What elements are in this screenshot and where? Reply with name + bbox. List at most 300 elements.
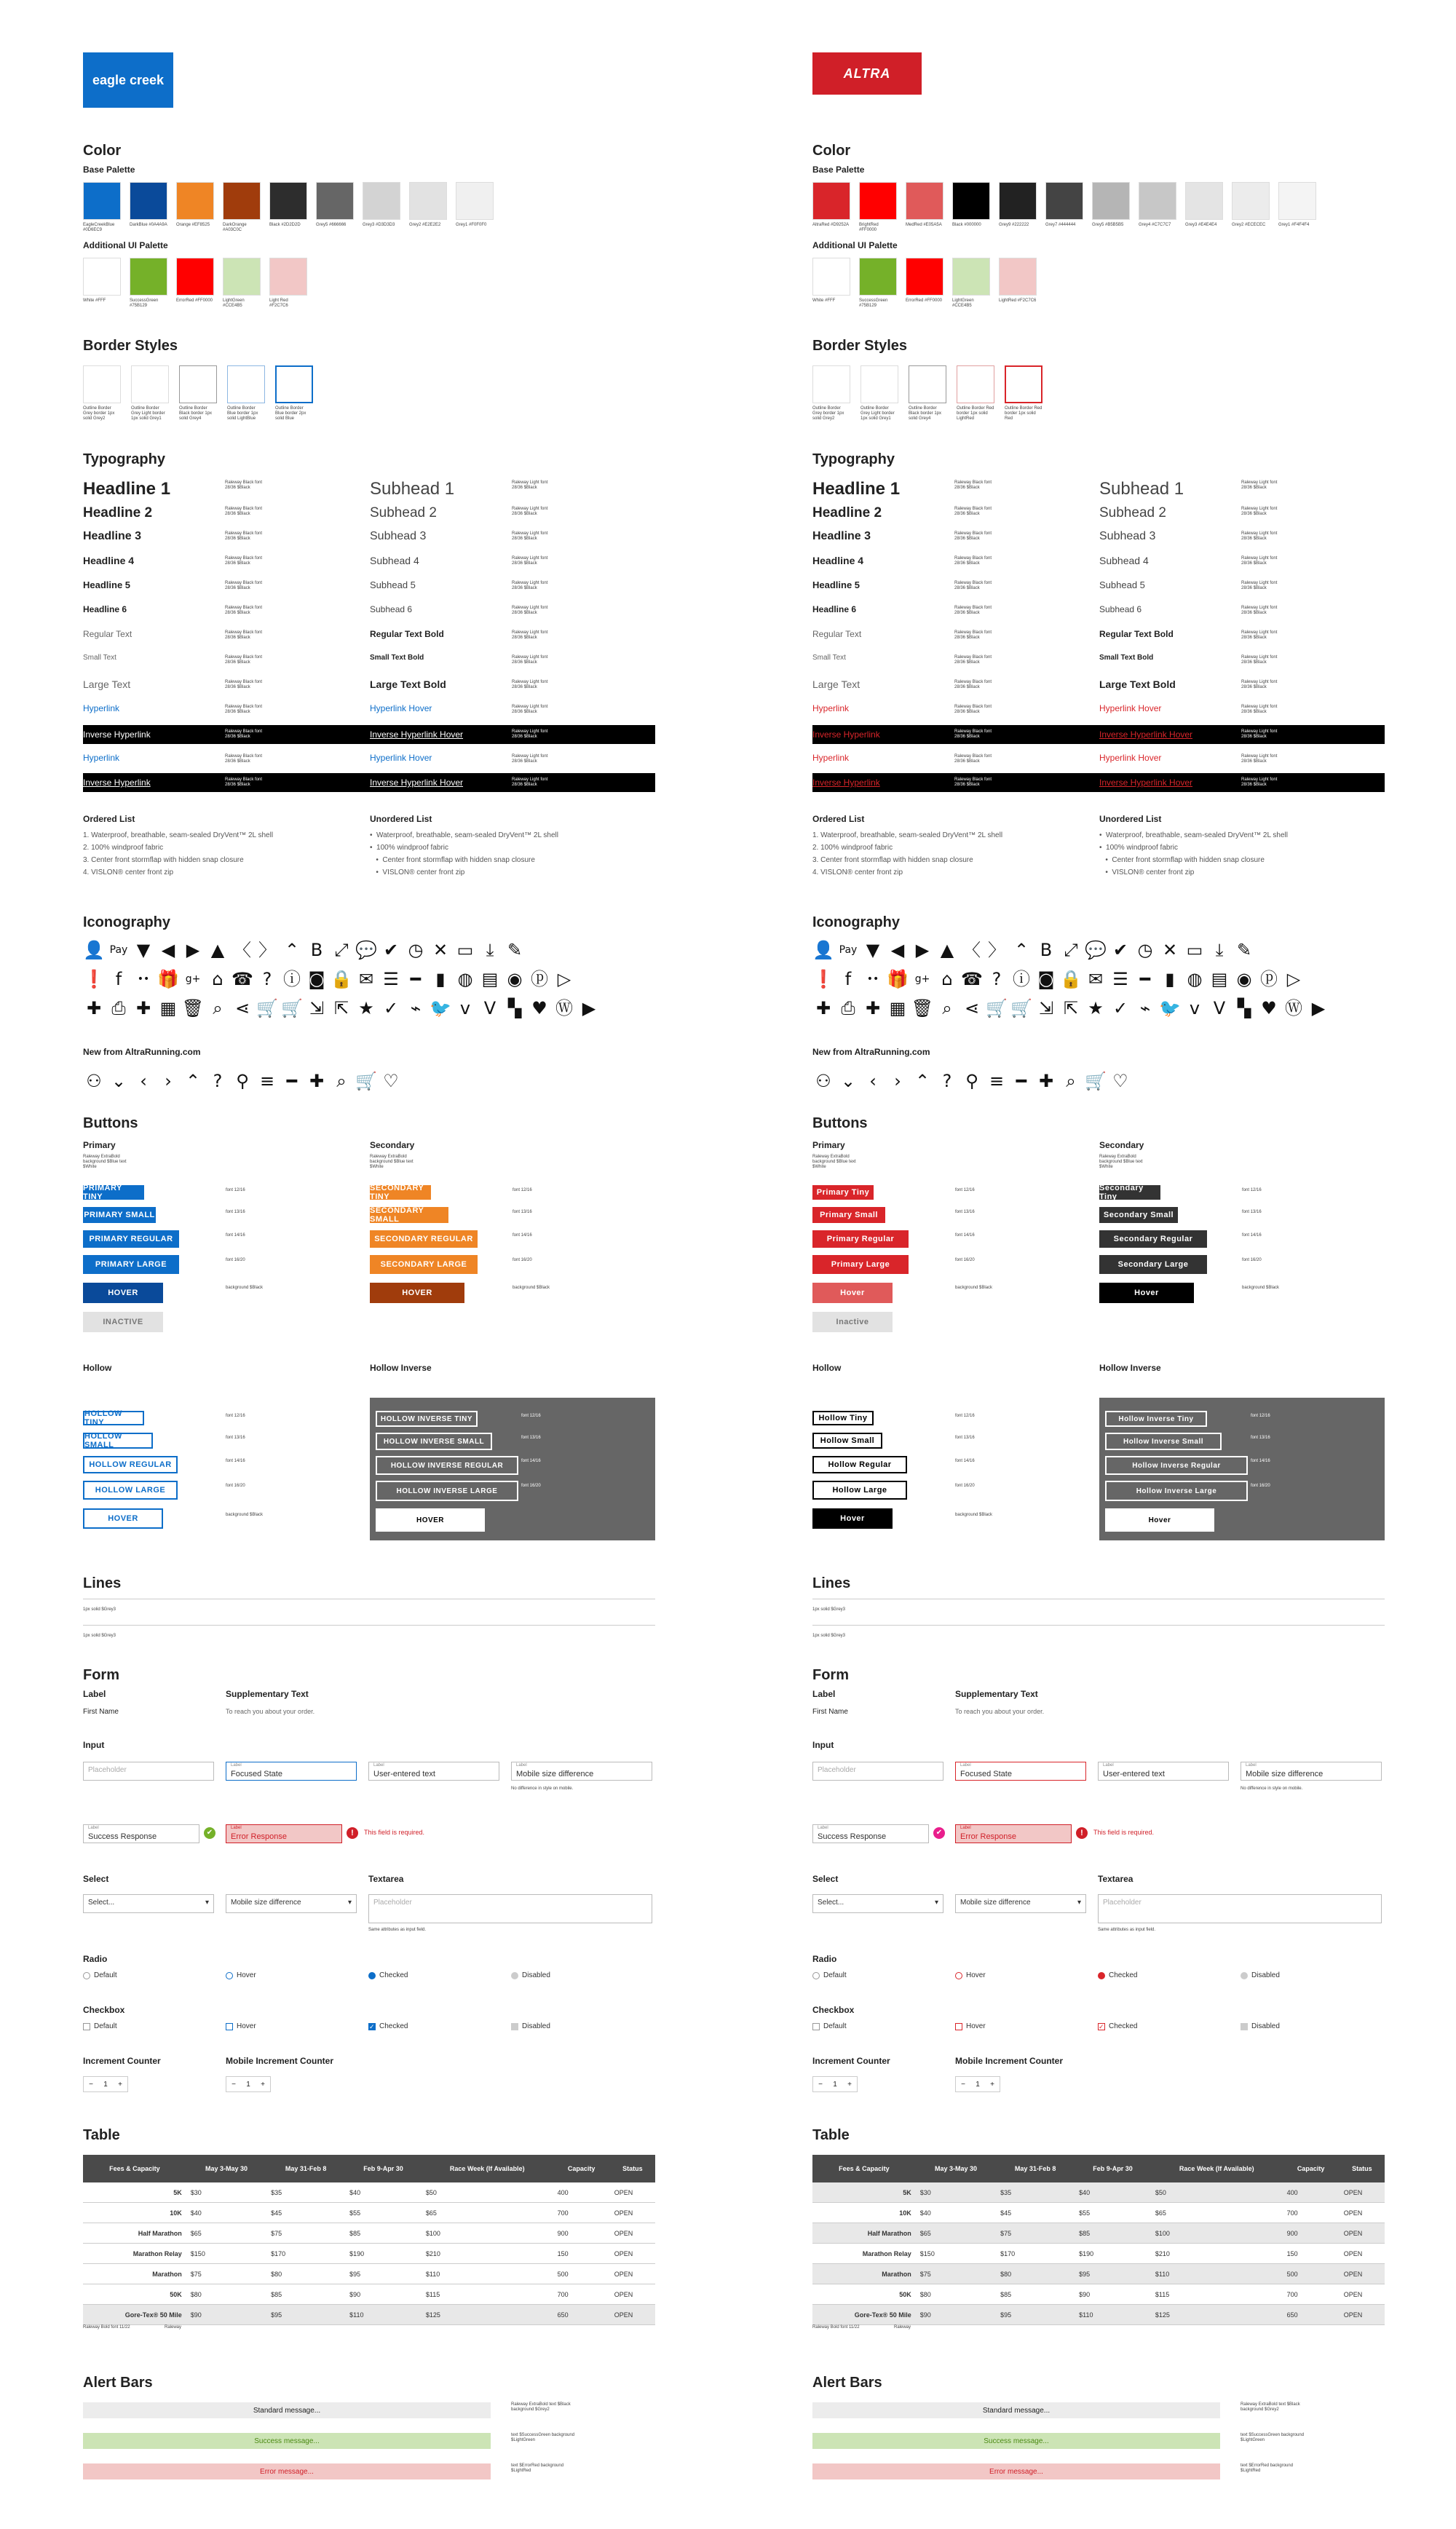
type-sample-right: Small Text Bold [1099,654,1154,662]
type-sample-right: Subhead 3 [1099,530,1156,542]
border-box [131,365,169,403]
pinterest-icon: ⓟ [1260,969,1278,989]
ui-palette [812,258,1316,309]
type-spec-right: Raleway Light font 28/36 $Black [512,729,548,739]
color-swatch [269,258,307,309]
unordered-list [370,814,654,881]
primary-button[interactable]: PRIMARY REGULAR [83,1230,179,1248]
mobile-quantity-stepper[interactable] [226,2076,271,2092]
secondary-button[interactable]: Secondary Small [1099,1207,1178,1223]
table-header: May 31-Feb 8 [266,2155,345,2182]
alert-spec: text $ErrorRed background $LightRed [1241,2463,1294,2473]
color-swatch [1185,182,1223,233]
swatch-label: Grey7 #444444 [1045,223,1076,227]
swatch-chip [1185,182,1223,220]
type-row [812,530,1453,552]
hollow-inverse-button[interactable]: Hover [1105,1508,1214,1532]
border-label: Outline Border Grey Light border 1px solid Grey1 [131,406,165,421]
hollow-button[interactable]: Hollow Small [812,1433,882,1449]
chevron-right-icon: › [165,1071,172,1091]
checkbox-option[interactable] [226,2022,256,2030]
lock-icon: 🔒 [331,969,352,989]
secondary-button[interactable]: HOVER [370,1283,464,1303]
cart-icon: 🛒 [256,998,278,1018]
radio-option[interactable] [511,1971,550,1979]
list-item: 1. Waterproof, breathable, seam-sealed DryVent™ 2L shell [812,831,1003,839]
radio-option[interactable] [955,1971,986,1979]
table-cell: 700 [1283,2284,1340,2305]
decrement-button[interactable]: − [89,2080,93,2089]
type-spec-left: Raleway Black font 28/36 $Black [954,705,992,714]
type-sample-left: Headline 5 [83,579,131,590]
mobile-select[interactable] [955,1894,1086,1913]
share-icon: ⋖ [964,998,980,1018]
caret-right-icon: ▶ [915,940,930,960]
chat-icon: 💬 [355,940,377,960]
swatch-label: White #FFF [83,298,106,303]
placeholder-input[interactable] [83,1762,214,1781]
hollow-inverse-button[interactable]: Hollow Inverse Regular [1105,1456,1248,1475]
chat-icon: 💬 [1085,940,1107,960]
type-sample-left: Headline 6 [83,604,127,614]
section-title-form: Form [83,1667,119,1683]
table-row [83,2182,655,2203]
color-swatch [812,258,850,309]
hollow-inverse-button[interactable]: HOVER [376,1508,485,1532]
input-note: No difference in style on mobile. [1241,1786,1303,1791]
type-spec-left: Raleway Black font 28/36 $Black [954,655,992,665]
swatch-label: MedRed #E05A5A [906,223,942,227]
table-header-row [812,2155,1385,2182]
mobile-select[interactable] [226,1894,357,1913]
border-label: Outline Border Grey Light border 1px solid Grey1 [860,406,895,421]
success-input[interactable] [812,1824,929,1843]
type-sample-right: Inverse Hyperlink Hover [1099,729,1193,740]
type-row [812,505,1453,527]
hollow-button[interactable]: Hollow Tiny [812,1411,874,1425]
secondary-buttons [370,1140,654,1297]
checkbox-option[interactable] [368,2022,408,2030]
hollow-button[interactable]: Hollow Regular [812,1456,907,1473]
list-item: 3. Center front stormflap with hidden snap closure [83,856,244,864]
vimeo-icon: v [459,998,471,1018]
type-sample-left: Headline 1 [83,479,171,499]
color-swatch [952,258,990,309]
table-cell: Marathon [812,2264,916,2284]
help-outline-icon: ? [213,1071,223,1091]
table-cell: Gore-Tex® 50 Mile [812,2305,916,2325]
hollow-inverse-button[interactable]: HOLLOW INVERSE LARGE [376,1481,518,1501]
checkbox-option[interactable] [1098,2022,1137,2030]
radio-option[interactable] [83,1971,117,1979]
wordpress-icon: Ⓦ [555,998,573,1018]
button-note: font 14/16 [955,1233,975,1238]
flickr-icon: •• [866,973,879,985]
chevron-up-icon: ⌃ [1013,940,1029,960]
primary-button[interactable]: Primary Regular [812,1230,909,1248]
icon-row [812,997,1453,1019]
mobile-quantity-stepper[interactable] [955,2076,1000,2092]
youtube-icon: ▶ [582,998,596,1018]
primary-button[interactable]: PRIMARY TINY [83,1185,144,1200]
type-sample-right: Subhead 2 [1099,505,1166,521]
swatch-chip [999,258,1037,296]
decrement-button[interactable]: − [232,2080,236,2089]
swatch-chip [83,258,121,296]
checkbox-option[interactable] [812,2022,847,2030]
button-spec: Raleway ExtraBold background $Blue text $White [812,1155,856,1169]
button-spec: Raleway ExtraBold background $Blue text $White [1099,1155,1143,1169]
color-swatch [999,182,1037,233]
checkbox-option[interactable] [955,2022,986,2030]
table-header: May 31-Feb 8 [996,2155,1075,2182]
caret-left-icon: ◀ [161,940,175,960]
secondary-buttons [1099,1140,1383,1297]
color-swatch [130,258,167,309]
hollow-inverse-button[interactable]: HOLLOW INVERSE TINY [376,1411,478,1427]
secondary-button[interactable]: SECONDARY TINY [370,1185,431,1200]
type-spec-left: Raleway Black font 28/36 $Black [954,729,992,739]
swatch-label: Black #2D2D2D [269,223,301,227]
secondary-button[interactable]: Secondary Large [1099,1255,1207,1274]
table-header: Feb 9-Apr 30 [345,2155,422,2182]
alert-bar: Standard message... [83,2402,491,2418]
table-cell: $210 [1151,2244,1283,2264]
table-cell: $95 [345,2264,422,2284]
secondary-button[interactable]: SECONDARY SMALL [370,1207,448,1223]
placeholder-input[interactable] [812,1762,943,1781]
icon-row [83,968,724,990]
hollow-button[interactable]: HOVER [83,1508,163,1529]
swatch-label: Grey4 #C7C7C7 [1139,223,1171,227]
chevron-left-icon: ‹ [869,1071,877,1091]
button-note: font 12/16 [1251,1414,1270,1418]
type-sample-right: Subhead 5 [370,579,416,590]
hollow-inverse-button[interactable]: Hollow Inverse Small [1105,1433,1222,1450]
type-sample-right: Subhead 4 [370,555,419,566]
secondary-button[interactable]: SECONDARY LARGE [370,1255,478,1274]
color-swatch [1278,182,1316,233]
type-spec-right: Raleway Light font 28/36 $Black [512,531,548,541]
type-spec-right: Raleway Light font 28/36 $Black [512,705,548,714]
type-spec-left: Raleway Black font 28/36 $Black [954,777,992,787]
type-spec-left: Raleway Black font 28/36 $Black [954,630,992,640]
blogger-icon: B [1040,940,1053,960]
type-row [812,654,1453,676]
type-sample-left: Headline 6 [812,604,857,614]
primary-button[interactable]: Primary Large [812,1255,909,1274]
chevron-down-icon: ⌄ [111,1071,127,1091]
instagram-icon: ◙ [308,969,325,989]
radio-dot [1098,1972,1105,1979]
ordered-list-title: Ordered List [812,814,865,824]
mobile-input[interactable] [1241,1762,1382,1781]
type-row [83,479,724,501]
hollow-button[interactable]: HOLLOW SMALL [83,1433,153,1449]
border-styles [83,365,313,422]
type-spec-right: Raleway Light font 28/36 $Black [512,655,548,665]
select-dropdown[interactable] [812,1894,943,1913]
primary-buttons [83,1140,367,1326]
button-note: font 14/16 [1251,1459,1270,1463]
swatch-label: Orange #EF8525 [176,223,210,227]
color-swatch [83,258,121,309]
hollow-button[interactable]: HOLLOW REGULAR [83,1456,178,1473]
quantity-stepper[interactable] [812,2076,858,2092]
hollow-inverse-title: Hollow Inverse [1099,1363,1161,1373]
line-spec: 1px solid $Grey3 [812,1634,846,1638]
hanger-icon: ⌂ [941,969,953,989]
trash-icon: 🗑 [911,998,934,1018]
table-header: Fees & Capacity [812,2155,916,2182]
primary-button[interactable]: Primary Small [812,1207,885,1223]
focused-input[interactable] [955,1762,1086,1781]
table-cell: $45 [996,2203,1075,2223]
primary-button[interactable]: Inactive [812,1312,893,1332]
swatch-chip [859,182,897,220]
radio-label: Disabled [522,1971,550,1979]
type-spec-right: Raleway Light font 28/36 $Black [1241,581,1278,590]
checkbox-option[interactable] [83,2022,117,2030]
flickr-icon: •• [137,973,150,985]
hollow-button[interactable]: HOLLOW LARGE [83,1481,178,1500]
table-cell: $100 [422,2223,553,2244]
focused-input[interactable] [226,1762,357,1781]
secondary-button[interactable]: Hover [1099,1283,1194,1303]
ui-palette-title: Additional UI Palette [83,240,168,250]
star-icon: ★ [358,998,374,1018]
border-sample [957,365,994,422]
first-name-label: First Name [812,1708,848,1716]
first-name-label: First Name [83,1708,119,1716]
table-header: Fees & Capacity [83,2155,186,2182]
type-sample-right: Subhead 6 [370,604,413,614]
caret-right-icon: ▶ [186,940,200,960]
list-item: • Center front stormflap with hidden snap closure [1099,856,1265,864]
secondary-button[interactable]: Secondary Tiny [1099,1185,1160,1200]
border-label: Outline Border Grey border 1px solid Grey2 [812,406,844,421]
error-input[interactable] [226,1824,342,1843]
type-spec-right: Raleway Light font 28/36 $Black [1241,556,1278,566]
twitter-icon: 🐦 [1159,998,1181,1018]
table-header-row [83,2155,655,2182]
hollow-inverse-button[interactable]: Hollow Inverse Tiny [1105,1411,1207,1427]
table-cell: 700 [1283,2203,1340,2223]
table-cell: $35 [266,2182,345,2203]
type-spec-left: Raleway Black font 28/36 $Black [225,754,263,764]
increment-button[interactable]: + [847,2080,852,2089]
color-swatch [1232,182,1270,233]
swatch-label: White #FFF [812,298,836,303]
table-cell: $35 [996,2182,1075,2203]
table-cell: OPEN [610,2223,655,2244]
swatch-chip [952,258,990,296]
pencil-icon: ✎ [1236,940,1252,960]
type-sample-left: Inverse Hyperlink [812,777,880,788]
type-sample-right: Subhead 4 [1099,555,1149,566]
chevron-up-icon: ⌃ [284,940,300,960]
hollow-button[interactable]: Hover [812,1508,893,1529]
input-label: Label [818,1826,828,1830]
alert-spec: text $SuccessGreen background $LightGreen [1241,2433,1305,2442]
hollow-inverse-button[interactable]: HOLLOW INVERSE SMALL [376,1433,492,1450]
button-note: background $Black [226,1513,264,1517]
type-spec-right: Raleway Light font 28/36 $Black [1241,655,1278,665]
mobile-input[interactable] [511,1762,652,1781]
radio-option[interactable] [812,1971,847,1979]
checkbox-option[interactable] [1241,2022,1280,2030]
input-label: Label [1246,1763,1257,1768]
type-sample-left: Large Text [812,678,860,690]
altra-style-guide [812,0,1453,2476]
section-title-iconography: Iconography [83,914,171,930]
primary-button[interactable]: HOVER [83,1283,163,1303]
ordered-list [83,814,367,881]
section-title-color: Color [812,143,851,159]
radio-label: Default [823,1971,847,1979]
apple-pay-icon: Pay [839,944,858,956]
user-input[interactable] [368,1762,499,1781]
table-cell: $65 [916,2223,996,2244]
table-cell: $65 [422,2203,553,2223]
success-input[interactable] [83,1824,199,1843]
type-row [83,505,724,527]
radio-option[interactable] [226,1971,256,1979]
type-spec-left: Raleway Black font 28/36 $Black [954,507,992,516]
table-cell: $110 [345,2305,422,2325]
error-message: This field is required. [364,1829,425,1836]
textarea[interactable] [1098,1894,1382,1923]
close-icon: ✕ [1162,940,1178,960]
primary-button[interactable]: INACTIVE [83,1312,163,1332]
table-cell: $100 [1151,2223,1283,2244]
type-sample-left: Hyperlink [83,753,120,763]
increment-button[interactable]: + [261,2080,265,2089]
cart-add-icon: 🛒 [281,998,303,1018]
tick-icon: ✓ [1112,998,1128,1018]
expand-icon: ⤢ [334,940,349,960]
hollow-inverse-button[interactable]: Hollow Inverse Large [1105,1481,1248,1501]
unordered-list-title: Unordered List [370,814,432,824]
search-icon: ⌕ [942,998,952,1018]
radio-option[interactable] [1241,1971,1280,1979]
quantity-stepper[interactable] [83,2076,128,2092]
google-plus-icon: g+ [914,973,930,985]
search-icon: ⌕ [213,998,223,1018]
primary-button[interactable]: PRIMARY SMALL [83,1207,156,1223]
table-note: Raleway Bold font 11/22 [83,2325,130,2330]
table-cell: OPEN [610,2244,655,2264]
type-spec-right: Raleway Light font 28/36 $Black [1241,480,1278,490]
type-sample-right: Subhead 2 [370,505,437,521]
input-value: Mobile size difference [516,1770,594,1778]
radio-label: Hover [966,1971,986,1979]
primary-button[interactable]: PRIMARY LARGE [83,1255,179,1274]
border-label: Outline Border Red border 1px solid LightRed [957,406,994,421]
table-cell: $80 [916,2284,996,2305]
vimeo-icon: v [1189,998,1200,1018]
error-input[interactable] [955,1824,1072,1843]
list-item: 2. 100% windproof fabric [83,844,164,852]
select-dropdown[interactable] [83,1894,214,1913]
info-icon: ⓘ [283,969,301,989]
border-sample [83,365,121,422]
swatch-chip [1139,182,1176,220]
color-swatch [176,258,214,309]
table-cell: Half Marathon [812,2223,916,2244]
button-note: font 13/16 [226,1436,245,1440]
border-box [812,365,850,403]
checkbox-option[interactable] [511,2022,550,2030]
swatch-chip [316,182,354,220]
table-cell: $40 [345,2182,422,2203]
primary-button[interactable]: Hover [812,1283,893,1303]
supp-text: To reach you about your order. [955,1708,1045,1715]
type-row [83,678,724,700]
hollow-button[interactable]: Hollow Large [812,1481,907,1500]
input-label: Label [373,1763,384,1768]
swatch-chip [130,258,167,296]
table-cell: $75 [186,2264,266,2284]
table-row [812,2264,1385,2284]
increment-button[interactable]: + [118,2080,122,2089]
type-row [812,776,1453,798]
swatch-chip [223,182,261,220]
swatch-label: Grey2 #E2E2E2 [409,223,441,227]
textarea-note: Same attributes as input field. [368,1928,427,1932]
increment-title: Increment Counter [83,2056,161,2066]
hollow-inverse-button[interactable]: HOLLOW INVERSE REGULAR [376,1456,518,1475]
type-spec-left: Raleway Black font 28/36 $Black [225,531,263,541]
radio-option[interactable] [1098,1971,1137,1979]
table-header: Feb 9-Apr 30 [1075,2155,1151,2182]
increment-button[interactable]: + [990,2080,994,2089]
button-note: font 16/20 [513,1258,532,1262]
type-sample-right: Regular Text Bold [370,629,444,639]
swatch-label: Black #000000 [952,223,981,227]
type-row [83,530,724,552]
user-input[interactable] [1098,1762,1229,1781]
radio-option[interactable] [368,1971,408,1979]
table-cell: 10K [83,2203,186,2223]
location-icon: ⚲ [965,1071,978,1091]
radio-dot [1241,1972,1248,1979]
table-cell: 900 [553,2223,610,2244]
decrement-button[interactable]: − [818,2080,823,2089]
youtube-icon: ▶ [1311,998,1326,1018]
type-spec-right: Raleway Light font 28/36 $Black [1241,630,1278,640]
hollow-button[interactable]: HOLLOW TINY [83,1411,144,1425]
swatch-chip [83,182,121,220]
select-title: Select [812,1874,839,1884]
type-sample-right: Subhead 5 [1099,579,1145,590]
swatch-chip [269,258,307,296]
secondary-button[interactable]: SECONDARY REGULAR [370,1230,478,1248]
primary-button[interactable]: Primary Tiny [812,1185,874,1200]
type-spec-left: Raleway Black font 28/36 $Black [954,581,992,590]
border-sample [179,365,217,422]
ui-palette-title: Additional UI Palette [812,240,898,250]
input-value: Error Response [960,1832,1017,1841]
decrement-button[interactable]: − [961,2080,965,2089]
textarea[interactable] [368,1894,652,1923]
table-cell: $170 [996,2244,1075,2264]
secondary-button[interactable]: Secondary Regular [1099,1230,1207,1248]
button-note: font 12/16 [521,1414,541,1418]
pinterest-icon: ⓟ [531,969,548,989]
hollow-buttons [812,1363,1096,1523]
color-swatch [223,258,261,309]
